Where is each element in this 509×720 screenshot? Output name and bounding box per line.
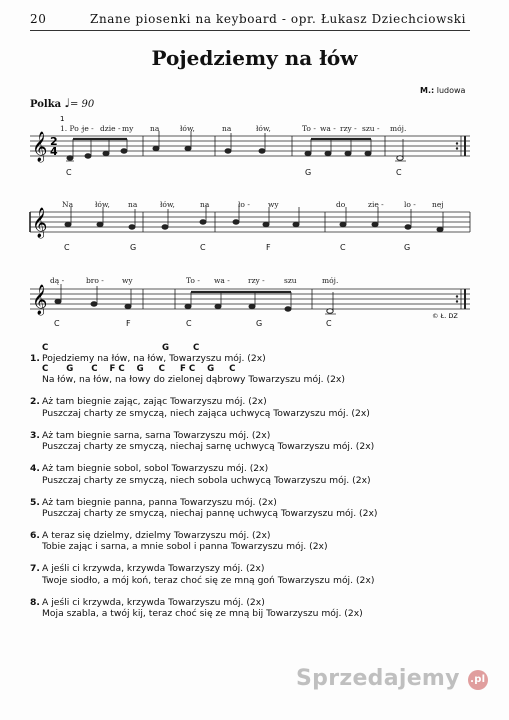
verse-3 [30, 430, 470, 453]
verse-list [30, 343, 470, 630]
staff-system-2 [30, 205, 470, 239]
verse-chords-bottom: C G C F C G C F C G C [42, 364, 236, 375]
note-group [65, 205, 443, 232]
time-signature-bottom: 4 [50, 145, 58, 158]
chord-symbol: G [305, 168, 312, 177]
verse-line: Puszczaj charty ze smyczą, niechaj pannę uchwycą Towarzyszu mój. (2x) [42, 508, 378, 520]
lyrics-line-1 [60, 124, 406, 133]
chord-symbol: C [200, 243, 206, 252]
verse-7 [30, 563, 470, 586]
lyric-syllable: łów, [160, 200, 175, 209]
chord-symbol: G [256, 319, 263, 328]
verse-line: Pojedziemy na łów, na łów, Towarzyszu mój. (2x) [42, 353, 266, 364]
verse-line: Puszczaj charty ze smyczą, niech sobola uchwycą Towarzyszu mój. (2x) [42, 474, 371, 486]
verse-line: Aż tam biegnie sarna, sarna Towarzyszu mój. (2x) [42, 429, 271, 441]
lyric-syllable: dzie - [100, 124, 121, 133]
verse-1 [30, 343, 470, 386]
lyric-syllable: Na [62, 200, 74, 209]
chord-symbol: G [130, 243, 137, 252]
watermark-logo [296, 666, 488, 691]
chord-symbol: C [340, 243, 346, 252]
lyric-syllable: na [128, 200, 138, 209]
lyric-syllable: łów, [95, 200, 110, 209]
lyric-syllable: mój. [390, 124, 407, 133]
verse-number: 7. [30, 563, 40, 575]
lyric-syllable: nej [432, 200, 444, 209]
staff-system-1 [30, 131, 470, 163]
lyric-syllable: wy [122, 276, 133, 285]
lyric-syllable: łów, [180, 124, 195, 133]
composer-label: M.: [420, 86, 435, 95]
composer-name: ludowa [436, 86, 466, 95]
lyric-syllable: To - [186, 276, 200, 285]
lyric-syllable: bro - [86, 276, 104, 285]
verse-number: 2. [30, 396, 40, 408]
lyric-syllable: na [200, 200, 210, 209]
verse-line: Puszczaj charty ze smyczą, niech zająca uchwycą Towarzyszu mój. (2x) [42, 407, 370, 419]
lyrics-line-3 [50, 276, 338, 285]
verse-line: A jeśli ci krzywda, krzywda Towarzyszu mój. (2x) [42, 596, 265, 608]
lyric-syllable: mój. [322, 276, 339, 285]
lyric-syllable: szu [284, 276, 297, 285]
staff-system-3 [30, 284, 470, 316]
lyric-syllable: dą - [50, 276, 65, 285]
chord-symbol: C [186, 319, 192, 328]
lyrics-line-2 [62, 200, 444, 209]
lyric-syllable: 1. Po - [60, 124, 84, 133]
verse-number: 8. [30, 596, 40, 608]
lyric-syllable: na [222, 124, 232, 133]
chord-symbol: F [126, 319, 131, 328]
verse-line: Twoje siodło, a mój koń, teraz choć się ze mną goń Towarzyszu mój. (2x) [42, 574, 375, 586]
verse-5 [30, 497, 470, 520]
chord-symbol: C [66, 168, 72, 177]
verse-number: 3. [30, 429, 40, 441]
music-score [0, 0, 509, 340]
lyric-syllable: szu - [362, 124, 380, 133]
chord-line-1 [66, 168, 402, 177]
quarter-note-icon: ♩ [64, 96, 70, 110]
verse-number: 1. [30, 353, 40, 364]
verse-2 [30, 396, 470, 419]
chord-symbol: C [326, 319, 332, 328]
watermark-text: Sprzedajemy [296, 666, 460, 691]
watermark-badge: .pl [468, 670, 488, 690]
verse-line: A teraz się dzielmy, dzielmy Towarzyszu mój. (2x) [42, 530, 271, 542]
verse-line: Aż tam biegnie panna, panna Towarzyszu mój. (2x) [42, 496, 277, 508]
lyric-syllable: rzy - [248, 276, 265, 285]
lyric-syllable: wa - [320, 124, 336, 133]
verse-line: Aż tam biegnie zając, zając Towarzyszu mój. (2x) [42, 396, 267, 408]
treble-clef-icon: 𝄞 [32, 208, 48, 238]
chord-symbol: C [396, 168, 402, 177]
lyric-syllable: zie - [368, 200, 384, 209]
chord-symbol: C [54, 319, 60, 328]
lyric-syllable: łów, [256, 124, 271, 133]
lyric-syllable: lo - [404, 200, 416, 209]
measure-number: 1 [60, 115, 65, 123]
lyric-syllable: rzy - [340, 124, 357, 133]
verse-4 [30, 463, 470, 486]
verse-chords-top: C G C [42, 343, 200, 353]
verse-line: Na łów, na łów, na łowy do zielonej dąbrowy Towarzyszu mój. (2x) [42, 374, 345, 386]
page-number: 20 [30, 12, 47, 26]
chord-symbol: F [266, 243, 271, 252]
chord-line-3 [54, 319, 332, 328]
lyric-syllable: To - [302, 124, 316, 133]
running-header: Znane piosenki na keyboard - opr. Łukasz Dziechciowski [90, 12, 467, 26]
verse-6 [30, 530, 470, 553]
tempo-label: Polka [30, 99, 62, 110]
lyric-syllable: ło - [238, 200, 250, 209]
verse-line: Tobie zając i sarna, a mnie sobol i panna Towarzyszu mój. (2x) [42, 541, 328, 553]
chord-symbol: C [64, 243, 70, 252]
lyric-syllable: je - [82, 124, 94, 133]
treble-clef-icon: 𝄞 [32, 132, 48, 162]
verse-number: 6. [30, 530, 40, 542]
song-title: Pojedziemy na łów [151, 46, 358, 70]
verse-number: 4. [30, 463, 40, 475]
lyric-syllable: na [150, 124, 160, 133]
treble-clef-icon: 𝄞 [32, 285, 48, 315]
chord-symbol: G [404, 243, 411, 252]
verse-number: 5. [30, 496, 40, 508]
verse-line: A jeśli ci krzywda, krzywda Towarzyszy mój. (2x) [42, 563, 265, 575]
time-signature-top: 2 [50, 135, 58, 148]
lyric-syllable: wy [268, 200, 279, 209]
verse-line: Moja szabla, a twój kij, teraz choć się ze mną bij Towarzyszu mój. (2x) [42, 608, 363, 620]
lyric-syllable: my [122, 124, 134, 133]
verse-line: Aż tam biegnie sobol, sobol Towarzyszu mój. (2x) [42, 463, 269, 475]
chord-line-2 [64, 243, 410, 252]
verse-line: Puszczaj charty ze smyczą, niechaj sarnę uchwycą Towarzyszu mój. (2x) [42, 441, 375, 453]
lyric-syllable: wa - [214, 276, 230, 285]
copyright-notice: © Ł. DZ [432, 312, 458, 320]
verse-8 [30, 597, 470, 620]
lyric-syllable: do [336, 200, 346, 209]
tempo-value: = 90 [70, 99, 95, 110]
